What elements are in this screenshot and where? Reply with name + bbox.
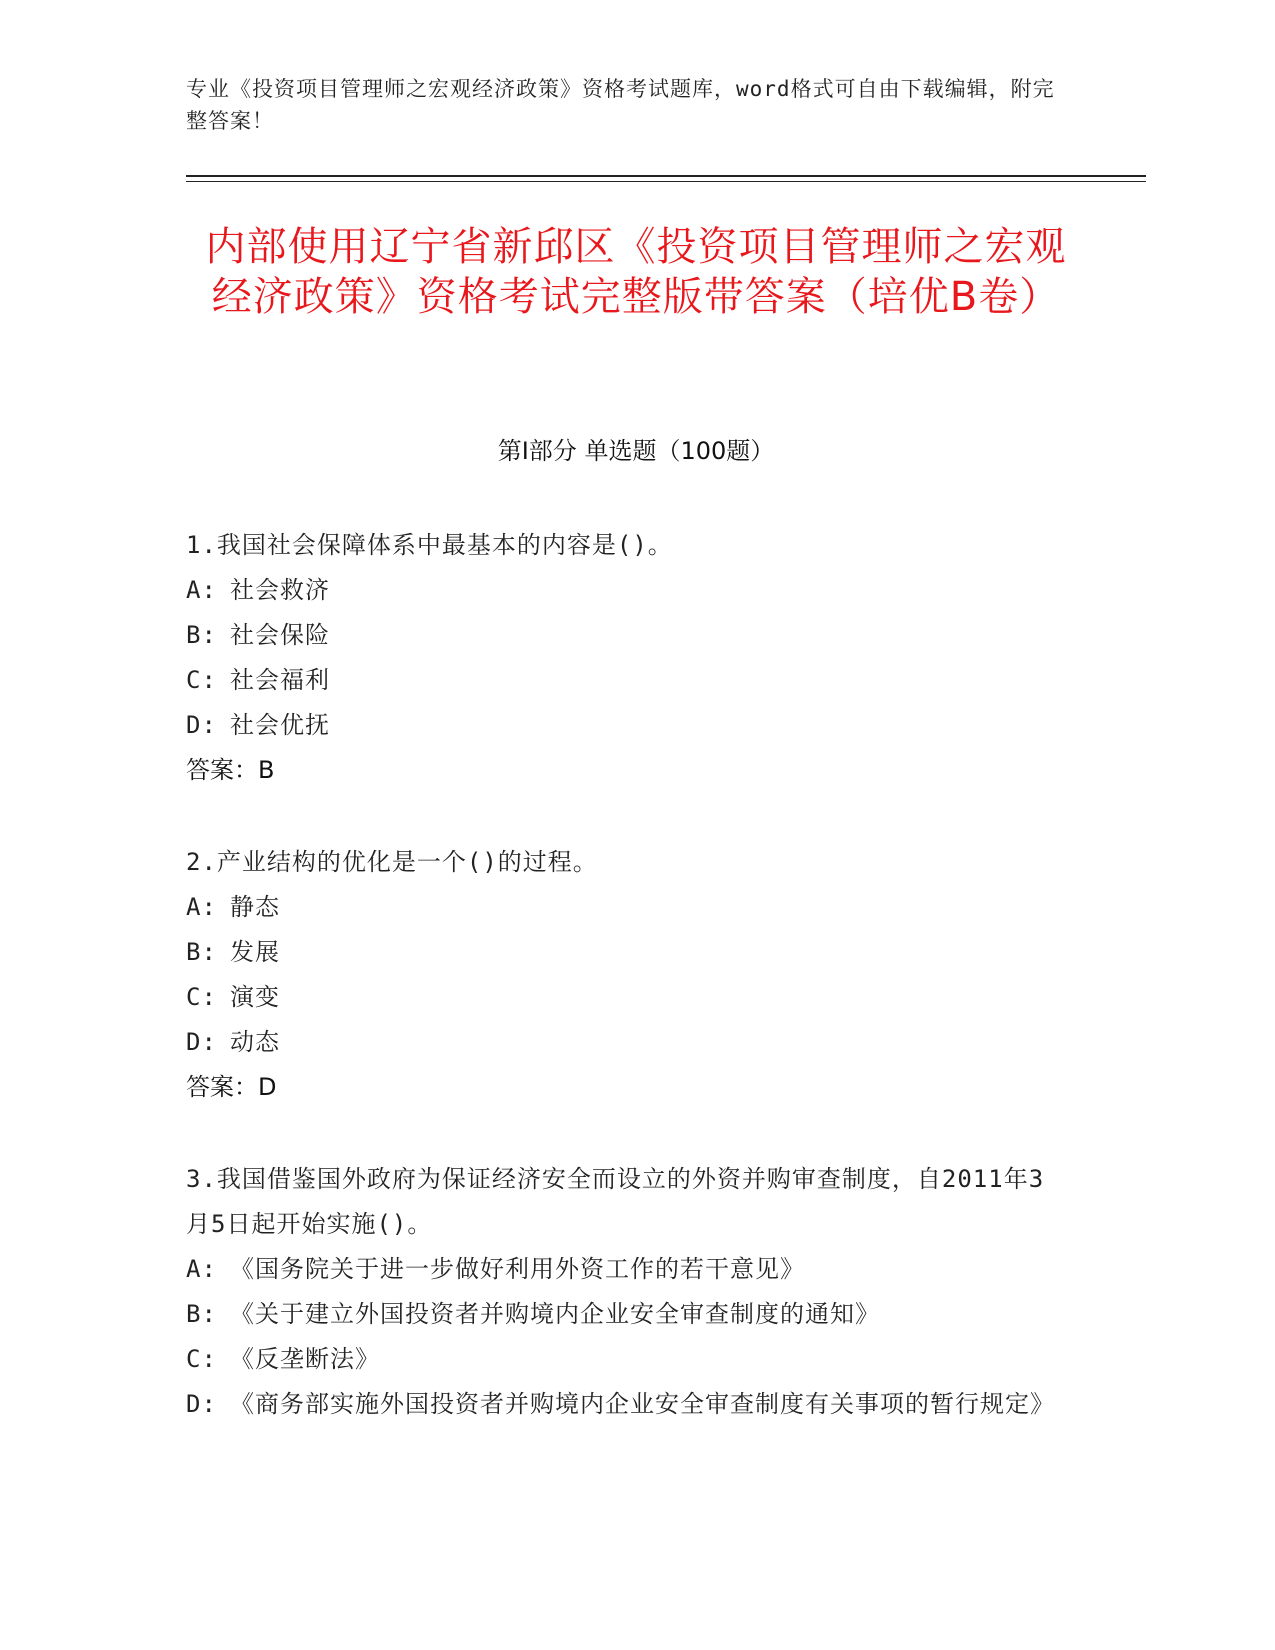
option-d: [186, 1020, 1066, 1065]
option-text: 社会救济: [230, 576, 330, 604]
section-heading: 第I部分 单选题（100题）: [497, 437, 775, 465]
option-key: A:: [186, 893, 217, 921]
question-stem: 1.我国社会保障体系中最基本的内容是()。: [186, 531, 673, 559]
option-text: 社会保险: [230, 621, 330, 649]
document-title: 内部使用辽宁省新邱区《投资项目管理师之宏观经济政策》资格考试完整版带答案（培优B卷）: [205, 224, 1067, 320]
option-text: 社会福利: [230, 666, 330, 694]
option-d: [186, 703, 1066, 748]
option-text: 发展: [230, 938, 280, 966]
header-rule-thin: [186, 181, 1146, 182]
option-key: C:: [186, 666, 217, 694]
option-a: [186, 885, 1066, 930]
option-a: [186, 1247, 1066, 1292]
option-c: [186, 1337, 1066, 1382]
option-key: C:: [186, 1345, 217, 1373]
option-b: [186, 613, 1066, 658]
question-3: [186, 1157, 1066, 1427]
answer-line: 答案：B: [186, 756, 275, 784]
option-key: B:: [186, 938, 217, 966]
question-2: [186, 840, 1066, 1110]
option-b: [186, 1292, 1066, 1337]
option-text: 《国务院关于进一步做好利用外资工作的若干意见》: [230, 1255, 805, 1283]
option-text: 《反垄断法》: [230, 1345, 380, 1373]
option-b: [186, 930, 1066, 975]
option-key: C:: [186, 983, 217, 1011]
option-text: 《关于建立外国投资者并购境内企业安全审查制度的通知》: [230, 1300, 880, 1328]
option-key: D:: [186, 1028, 217, 1056]
question-stem: 2.产业结构的优化是一个()的过程。: [186, 848, 598, 876]
option-d: [186, 1382, 1066, 1427]
header-note: 专业《投资项目管理师之宏观经济政策》资格考试题库，word格式可自由下载编辑，附完整答案！: [186, 77, 1055, 133]
option-key: A:: [186, 576, 217, 604]
question-1: [186, 523, 1066, 793]
option-key: D:: [186, 711, 217, 739]
option-c: [186, 975, 1066, 1020]
option-text: 《商务部实施外国投资者并购境内企业安全审查制度有关事项的暂行规定》: [230, 1390, 1055, 1418]
question-stem: 3.我国借鉴国外政府为保证经济安全而设立的外资并购审查制度，自2011年3月5日起开始实施()。: [186, 1165, 1045, 1238]
answer-line: 答案：D: [186, 1073, 277, 1101]
option-key: A:: [186, 1255, 217, 1283]
option-key: B:: [186, 621, 217, 649]
header-rule-thick: [186, 175, 1146, 177]
option-key: D:: [186, 1390, 217, 1418]
option-key: B:: [186, 1300, 217, 1328]
option-text: 动态: [230, 1028, 280, 1056]
option-a: [186, 568, 1066, 613]
option-c: [186, 658, 1066, 703]
option-text: 社会优抚: [230, 711, 330, 739]
option-text: 静态: [230, 893, 280, 921]
option-text: 演变: [230, 983, 280, 1011]
